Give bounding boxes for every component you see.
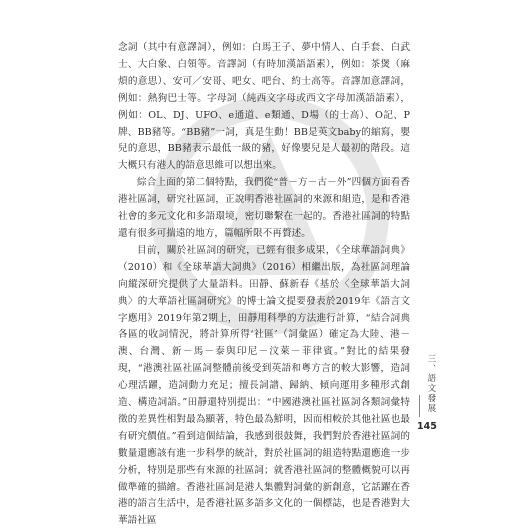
section-divider [419, 395, 420, 417]
paragraph-3: 目前，關於社區詞的研究，已經有很多成果，《全球華語詞典》（2010）和《全球華語大詞典》（2016）相繼出版，為社區詞理論向縱深研究提供了大量語料。田靜、蘇新春《基於〈全球華語大詞典〉的大華語社區詞研究》的博士論文提要發表於2019年《語言文字應用》2019年第2期上，田靜用科學的方法進行計算，“結合詞典各區的收詞情況，將計算所得‘社區’（詞彙區）確定為大陸、港－澳、台灣、新－馬－泰與印尼－汶萊－菲律賓。”對比的結果發現，“港澳社區社區詞整體前後受到英語和粵方言的較大影響，造詞心理活躍，造詞動力充足；擅長詞譜、歸納、傾向運用多種形式創造、構造詞語。”田靜還特別提出：“中國港澳社區社區詞各類詞彙特徵的差異性相對最為顯著，特色最為鮮明，因而相較於其他社區也最有研究價值。”看到這個結論，我感到很鼓舞，我們對於香港社區詞的數量還應該有進一步科學的統計，對於社區詞的組造特點還應進一步分析，特別是那些有來源的社區詞；就香港社區詞的整體概貌可以再做準確的描繪。香港社區詞是港人集體對詞彙的新創意，它話躍在香港的語言生活中，是香港社區多語多文化的一個標誌，也是香港對大華語社區 [118, 244, 410, 527]
paragraph-2: 綜合上面的第二個特點，我們從“普－方－古－外”四個方面看香港社區詞，研究社區詞，正說明香港社區詞的來源和組造，是和香港社會的多元文化和多語環境，密切聯繫在一起的。香港社區詞的特點還有很多可揣遠的地方，篇幅所限不再贅述。 [118, 177, 410, 239]
paragraph-1: 念詞（其中有意譯詞），例如：白馬王子、夢中情人、白手套、白武士、大白象、白領等。音譯詞（有時加漢語語素），例如：茶煲（麻煩的意思）、安可／安哥、吧女、吧台、約士高等。音譯加意譯詞，例如：熱狗巴士等。字母詞（純西文字母或西文字母加漢語語素），例如：OL、DJ、UFO、e通道、e類通、D場（的士高）、O記、P牌、BB豬等。“BB豬”一詞，真是生動！BB是英文baby的縮寫，嬰兒的意思，BB豬表示最低一級的豬，好像嬰兒是人最初的階段。這大概只有港人的語意思維可以想出來。 [118, 42, 410, 172]
section-label: 三、語文發展 [427, 354, 437, 414]
page-number: 145 [417, 421, 437, 432]
body-text [118, 40, 410, 530]
